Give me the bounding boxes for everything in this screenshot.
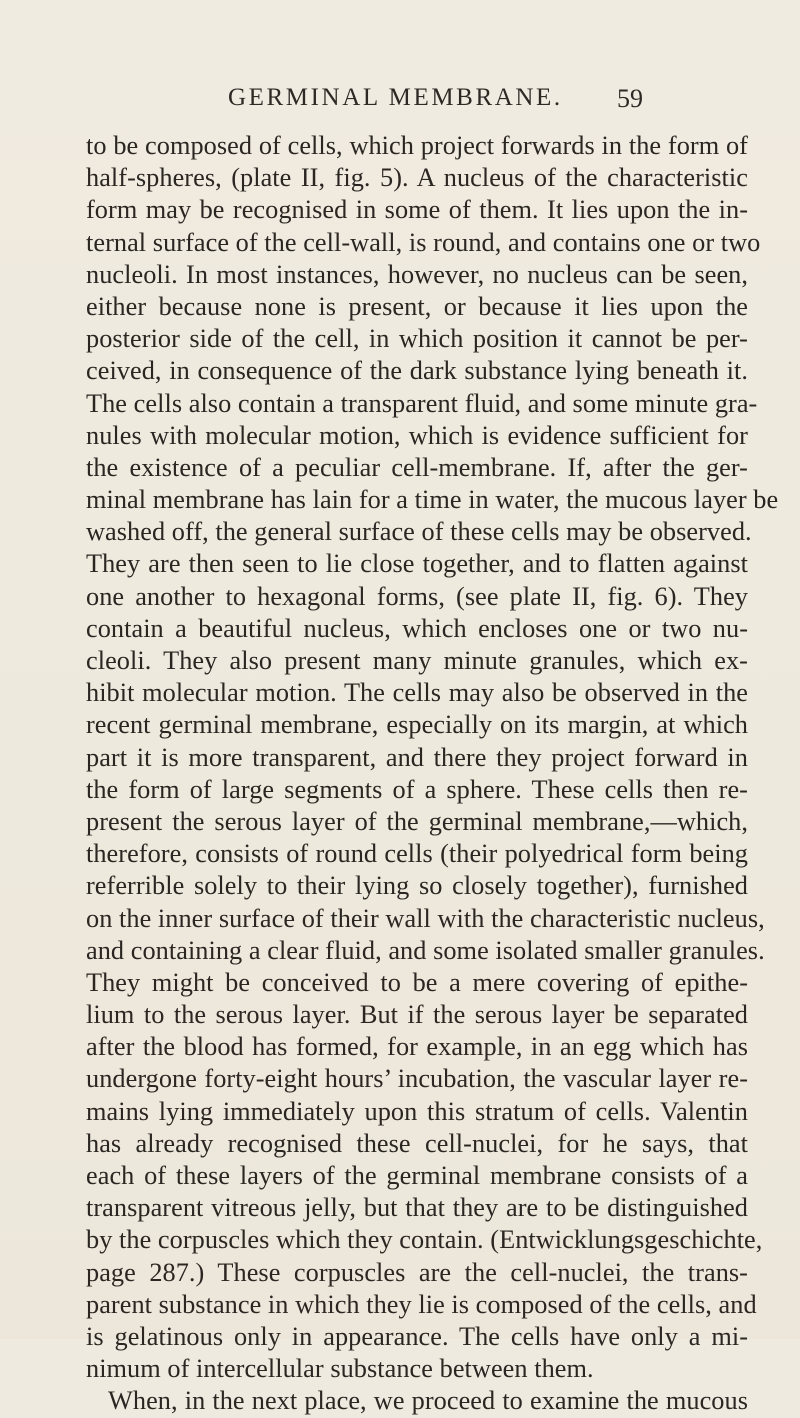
text-line: one another to hexagonal forms, (see plate II, fig. 6). They (86, 581, 748, 611)
text-line: either because none is present, or because it lies upon the (86, 291, 748, 321)
text-line: form may be recognised in some of them. It lies upon the in- (86, 195, 748, 225)
text-line: page 287.) These corpuscles are the cell-nuclei, the trans- (86, 1257, 748, 1287)
text-line: cleoli. They also present many minute granules, which ex- (86, 646, 748, 675)
text-line: recent germinal membrane, especially on its margin, at which (86, 710, 748, 740)
text-line: by the corpuscles which they contain. (Entwicklungsgeschichte, (86, 1225, 763, 1255)
body-text (86, 130, 779, 1418)
text-line: ternal surface of the cell-wall, is round, and contains one or two (86, 227, 761, 257)
text-line: present the serous layer of the germinal membrane,—which, (86, 806, 748, 836)
text-line: contain a beautiful nucleus, which encloses one or two nu- (86, 613, 748, 643)
text-line: the existence of a peculiar cell-membrane. If, after the ger- (86, 452, 748, 482)
text-line: nules with molecular motion, which is evidence sufficient for (86, 420, 748, 450)
text-line: lium to the serous layer. But if the serous layer be separated (86, 1000, 748, 1030)
running-head (0, 84, 800, 124)
text-line: washed off, the general surface of these cells may be observed. (86, 517, 752, 547)
text-line: therefore, consists of round cells (their polyedrical form being (86, 839, 748, 869)
text-line: posterior side of the cell, in which position it cannot be per- (86, 324, 748, 354)
text-line: minal membrane has lain for a time in water, the mucous layer be (86, 485, 779, 515)
text-line: The cells also contain a transparent fluid, and some minute gra- (86, 388, 758, 418)
text-line: each of these layers of the germinal membrane consists of a (86, 1161, 748, 1190)
text-line: after the blood has formed, for example, in an egg which has (86, 1032, 748, 1062)
text-line: the form of large segments of a sphere. These cells then re- (86, 774, 748, 804)
text-line: hibit molecular motion. The cells may also be observed in the (86, 678, 748, 708)
text-line: and containing a clear fluid, and some isolated smaller granules. (86, 935, 765, 965)
text-line: When, in the next place, we proceed to examine the mucous (108, 1386, 748, 1416)
text-line: half-spheres, (plate II, fig. 5). A nucleus of the characteristic (86, 163, 748, 193)
text-line: transparent vitreous jelly, but that they are to be distinguished (86, 1193, 748, 1223)
text-line: nimum of intercellular substance between them. (86, 1354, 594, 1384)
text-line: on the inner surface of their wall with the characteristic nucleus, (86, 903, 765, 933)
text-line: ceived, in consequence of the dark substance lying beneath it. (86, 356, 748, 386)
text-line: parent substance in which they lie is composed of the cells, and (86, 1289, 757, 1319)
running-title: GERMINAL MEMBRANE. (228, 84, 563, 111)
text-line: has already recognised these cell-nuclei, for he says, that (86, 1128, 748, 1158)
text-line: is gelatinous only in appearance. The cells have only a mi- (86, 1321, 748, 1351)
page-number: 59 (617, 84, 643, 113)
text-line: referrible solely to their lying so closely together), furnished (86, 871, 748, 901)
text-line: undergone forty-eight hours’ incubation, the vascular layer re- (86, 1064, 748, 1094)
text-line: nucleoli. In most instances, however, no nucleus can be seen, (86, 259, 748, 289)
text-line: They might be conceived to be a mere covering of epithe- (86, 967, 748, 997)
text-line: part it is more transparent, and there they project forward in (86, 742, 748, 772)
text-line: They are then seen to lie close together, and to flatten against (86, 549, 748, 579)
text-line: mains lying immediately upon this stratum of cells. Valentin (86, 1096, 748, 1126)
text-line: to be composed of cells, which project forwards in the form of (86, 131, 748, 160)
